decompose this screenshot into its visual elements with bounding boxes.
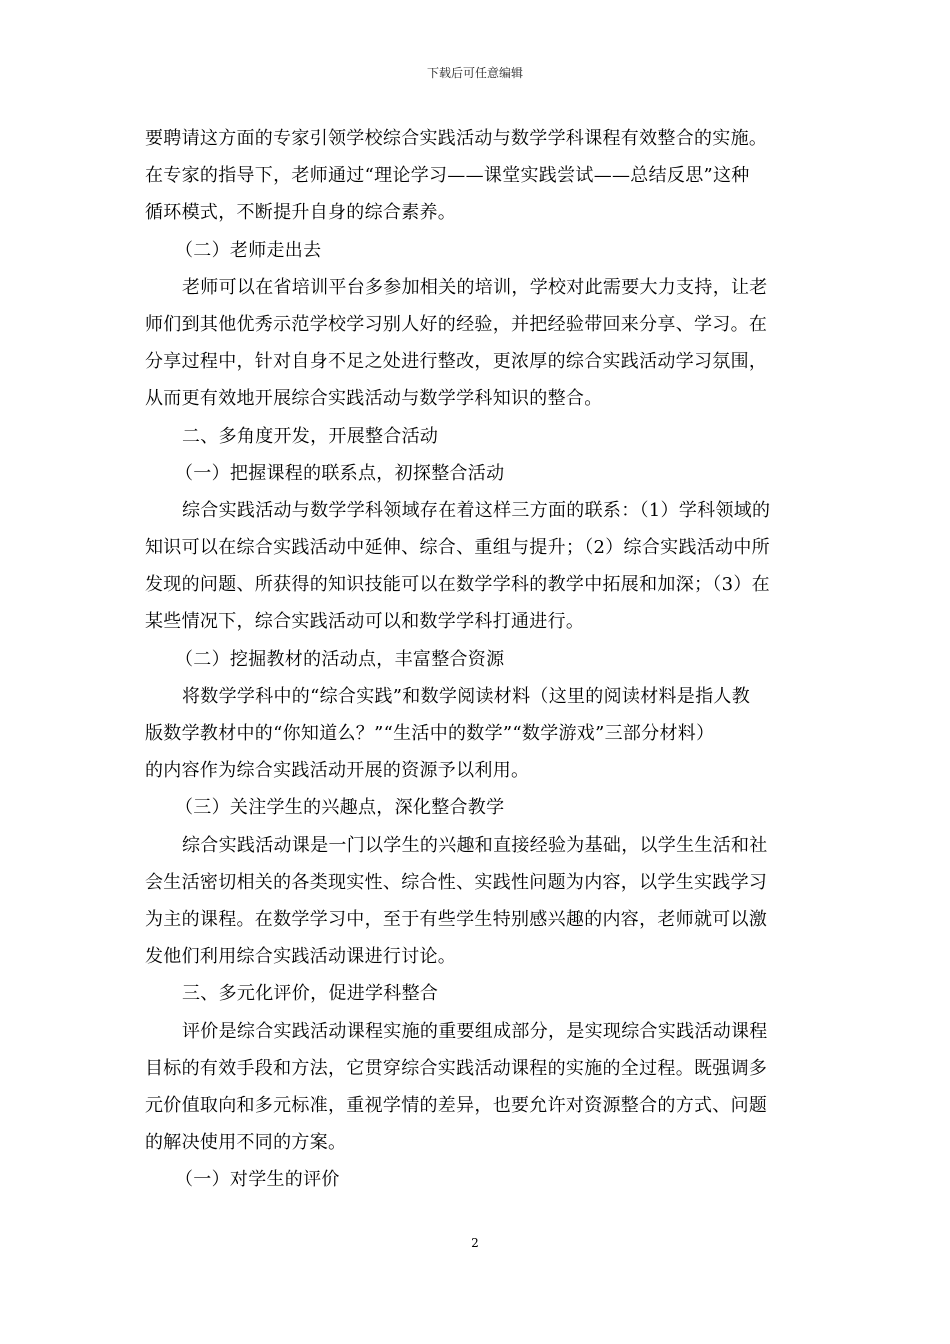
text-line: 为主的课程。在数学学习中，至于有些学生特别感兴趣的内容，老师就可以激 <box>145 908 768 930</box>
text-line: 要聘请这方面的专家引领学校综合实践活动与数学学科课程有效整合的实施。 <box>145 128 768 149</box>
text-line: 目标的有效手段和方法，它贯穿综合实践活动课程的实施的全过程。既强调多 <box>145 1057 768 1079</box>
text-line: 会生活密切相关的各类现实性、综合性、实践性问题为内容，以学生实践学习 <box>145 871 768 893</box>
text-line: 综合实践活动与数学学科领域存在着这样三方面的联系：（1）学科领域的 <box>182 499 771 521</box>
document-body <box>145 120 807 1198</box>
text-line: 从而更有效地开展综合实践活动与数学学科知识的整合。 <box>145 388 603 410</box>
text-line: （二）老师走出去 <box>175 239 322 261</box>
text-line: （三）关注学生的兴趣点，深化整合教学 <box>175 797 505 819</box>
text-line: 的内容作为综合实践活动开展的资源予以利用。 <box>145 760 530 782</box>
text-line: 某些情况下，综合实践活动可以和数学学科打通进行。 <box>145 611 585 633</box>
text-line: 版数学教材中的“你知道么？”“生活中的数学”“数学游戏”三部分材料） <box>145 723 715 744</box>
page-number: 2 <box>471 1236 479 1250</box>
text-line: 三、多元化评价，促进学科整合 <box>182 983 439 1005</box>
text-line: 二、多角度开发，开展整合活动 <box>182 425 439 447</box>
page-header: 下载后可任意编辑 <box>426 66 523 80</box>
text-line: （一）把握课程的联系点，初探整合活动 <box>175 462 505 484</box>
text-line: 老师可以在省培训平台多参加相关的培训，学校对此需要大力支持，让老 <box>182 276 768 298</box>
text-line: 综合实践活动课是一门以学生的兴趣和直接经验为基础，以学生生活和社 <box>182 834 768 856</box>
text-line: 师们到其他优秀示范学校学习别人好的经验，并把经验带回来分享、学习。在 <box>145 313 768 335</box>
text-line: 知识可以在综合实践活动中延伸、综合、重组与提升；（2）综合实践活动中所 <box>145 537 770 559</box>
text-line: （二）挖掘教材的活动点，丰富整合资源 <box>175 648 505 670</box>
text-line: （一）对学生的评价 <box>175 1169 340 1191</box>
text-line: 评价是综合实践活动课程实施的重要组成部分，是实现综合实践活动课程 <box>182 1020 768 1042</box>
text-line: 循环模式，不断提升自身的综合素养。 <box>145 202 457 224</box>
text-line: 将数学学科中的“综合实践”和数学阅读材料（这里的阅读材料是指人教 <box>182 685 751 707</box>
text-line: 发他们利用综合实践活动课进行讨论。 <box>145 946 457 968</box>
text-line: 在专家的指导下，老师通过“理论学习——课堂实践尝试——总结反思”这种 <box>145 165 750 187</box>
text-line: 分享过程中，针对自身不足之处进行整改，更浓厚的综合实践活动学习氛围， <box>145 351 768 373</box>
text-line: 元价值取向和多元标准，重视学情的差异，也要允许对资源整合的方式、问题 <box>145 1094 768 1116</box>
text-line: 发现的问题、所获得的知识技能可以在数学学科的教学中拓展和加深；（3）在 <box>145 574 770 596</box>
text-line: 的解决使用不同的方案。 <box>145 1132 347 1154</box>
